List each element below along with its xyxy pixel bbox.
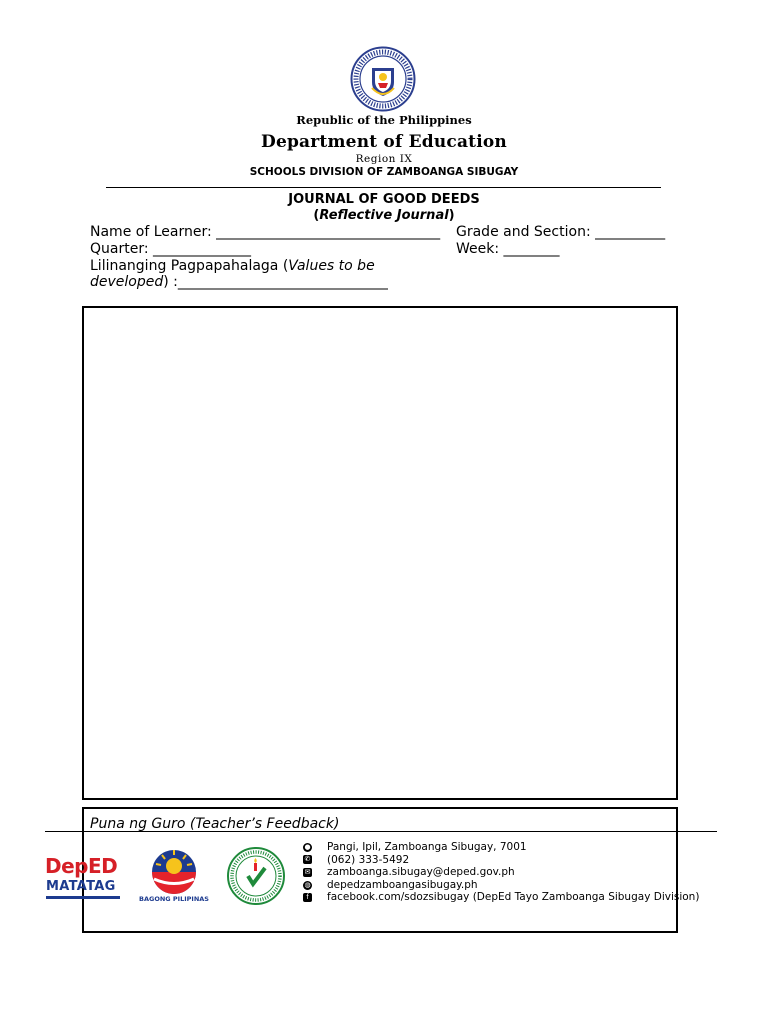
header-divider [106,187,661,188]
matatag-logo-text: MATATAG [46,879,116,894]
email-icon: ✉ [304,867,311,876]
quarter-field[interactable]: Quarter: ______________ [90,241,252,257]
deped-matatag-logo [44,846,124,904]
deped-logo-text: DepED [45,854,118,878]
values-field-line1: Lilinanging Pagpapahalaga (Values to be [90,258,375,274]
contact-address: ● Pangi, Ipil, Zamboanga Sibugay, 7001 [304,841,527,853]
contact-facebook[interactable]: f facebook.com/sdozsibugay (DepEd Tayo Zamboanga Sibugay Division) [303,891,699,904]
region-text: Region IX [355,153,413,165]
phone-icon: ✆ [304,855,311,864]
journal-writing-box[interactable] [82,306,678,800]
division-text: SCHOOLS DIVISION OF ZAMBOANGA SIBUGAY [249,166,519,178]
values-field-line2[interactable]: developed) :______________________________ [90,274,388,290]
department-title: Department of Education [261,132,507,152]
contact-phone: ✆ (062) 333-5492 [304,853,410,866]
learner-name-field[interactable]: Name of Learner: ________________________________ [90,224,441,240]
contact-website[interactable]: ◍ depedzamboangasibugay.ph [304,878,478,891]
division-seal-logo [220,846,292,906]
matatag-underline [46,896,120,899]
footer-divider [45,831,717,832]
grade-section-field[interactable]: Grade and Section: __________ [456,224,666,240]
contact-list [303,841,699,904]
location-icon: ● [304,842,311,851]
facebook-icon: f [303,893,312,902]
week-field[interactable]: Week: ________ [456,241,560,257]
bagong-pilipinas-text: BAGONG PILIPINAS [139,895,209,903]
journal-subtitle: (Reflective Journal) [313,208,455,223]
deped-seal-logo [350,46,416,112]
contact-email[interactable]: ✉ zamboanga.sibugay@deped.gov.ph [304,866,515,879]
republic-text: Republic of the Philippines [296,113,472,127]
journal-title: JOURNAL OF GOOD DEEDS [288,192,480,207]
globe-icon: ◍ [304,880,311,889]
bagong-pilipinas-logo [138,846,210,906]
teacher-feedback-label: Puna ng Guro (Teacher’s Feedback) [90,816,340,832]
